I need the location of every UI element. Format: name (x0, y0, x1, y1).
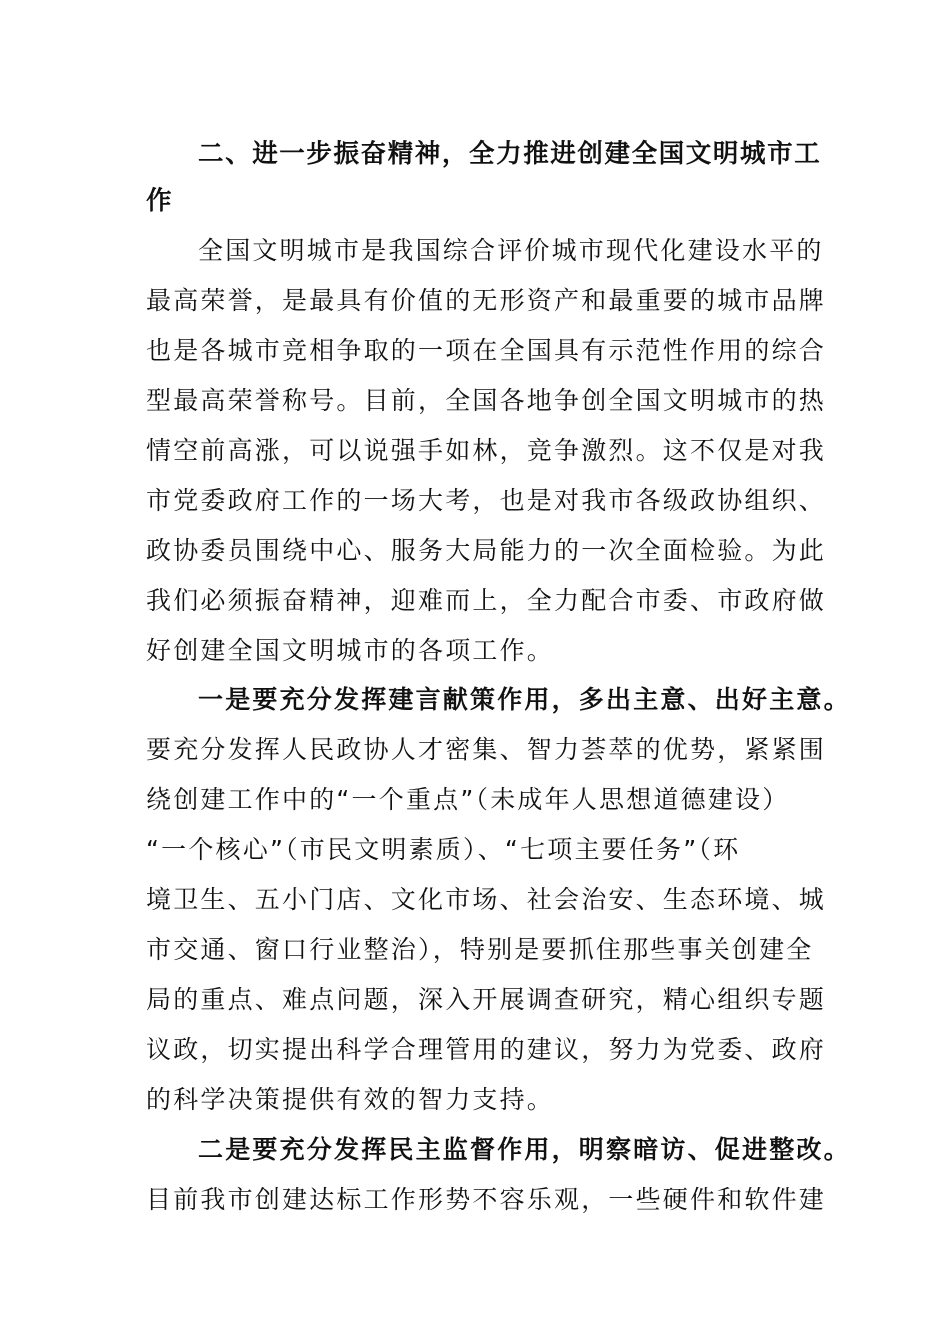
paragraph-1-line: 我们必须振奋精神，迎难而上，全力配合市委、市政府做 (146, 586, 827, 615)
paragraph-2-line: 绕创建工作中的“一个重点”（未成年人思想道德建设） (146, 785, 790, 814)
paragraph-1-line: 型最高荣誉称号。目前，全国各地争创全国文明城市的热 (146, 386, 827, 415)
paragraph-1-line: 也是各城市竞相争取的一项在全国具有示范性作用的综合 (146, 336, 827, 365)
section-heading-line-2: 作 (146, 186, 174, 216)
paragraph-2-line: 境卫生、五小门店、文化市场、社会治安、生态环境、城 (146, 885, 827, 914)
paragraph-2-line: “一个核心”（市民文明素质）、“七项主要任务”（环 (146, 835, 741, 864)
paragraph-2-line: 市交通、窗口行业整治），特别是要抓住那些事关创建全 (146, 935, 814, 964)
paragraph-2-line: 议政，切实提出科学合理管用的建议，努力为党委、政府 (146, 1035, 827, 1064)
paragraph-1-line: 市党委政府工作的一场大考，也是对我市各级政协组织、 (146, 486, 827, 515)
paragraph-2-line: 要充分发挥人民政协人才密集、智力荟萃的优势，紧紧围 (146, 735, 827, 764)
paragraph-2-line: 局的重点、难点问题，深入开展调查研究，精心组织专题 (146, 985, 827, 1014)
paragraph-1-line: 政协委员围绕中心、服务大局能力的一次全面检验。为此 (146, 536, 827, 565)
paragraph-1-line: 全国文明城市是我国综合评价城市现代化建设水平的 (198, 236, 824, 265)
section-heading-line-1: 二、进一步振奋精神，全力推进创建全国文明城市工 (198, 139, 822, 169)
paragraph-2-line: 的科学决策提供有效的智力支持。 (146, 1085, 555, 1114)
paragraph-2-lead: 一是要充分发挥建言献策作用，多出主意、出好主意。 (198, 685, 851, 714)
paragraph-3-line: 目前我市创建达标工作形势不容乐观，一些硬件和软件建 (146, 1185, 827, 1214)
paragraph-1-line: 最高荣誉，是最具有价值的无形资产和最重要的城市品牌 (146, 286, 827, 315)
paragraph-1-line: 情空前高涨，可以说强手如林，竞争激烈。这不仅是对我 (146, 436, 827, 465)
paragraph-3-lead: 二是要充分发挥民主监督作用，明察暗访、促进整改。 (198, 1135, 851, 1164)
paragraph-1-line: 好创建全国文明城市的各项工作。 (146, 636, 555, 665)
